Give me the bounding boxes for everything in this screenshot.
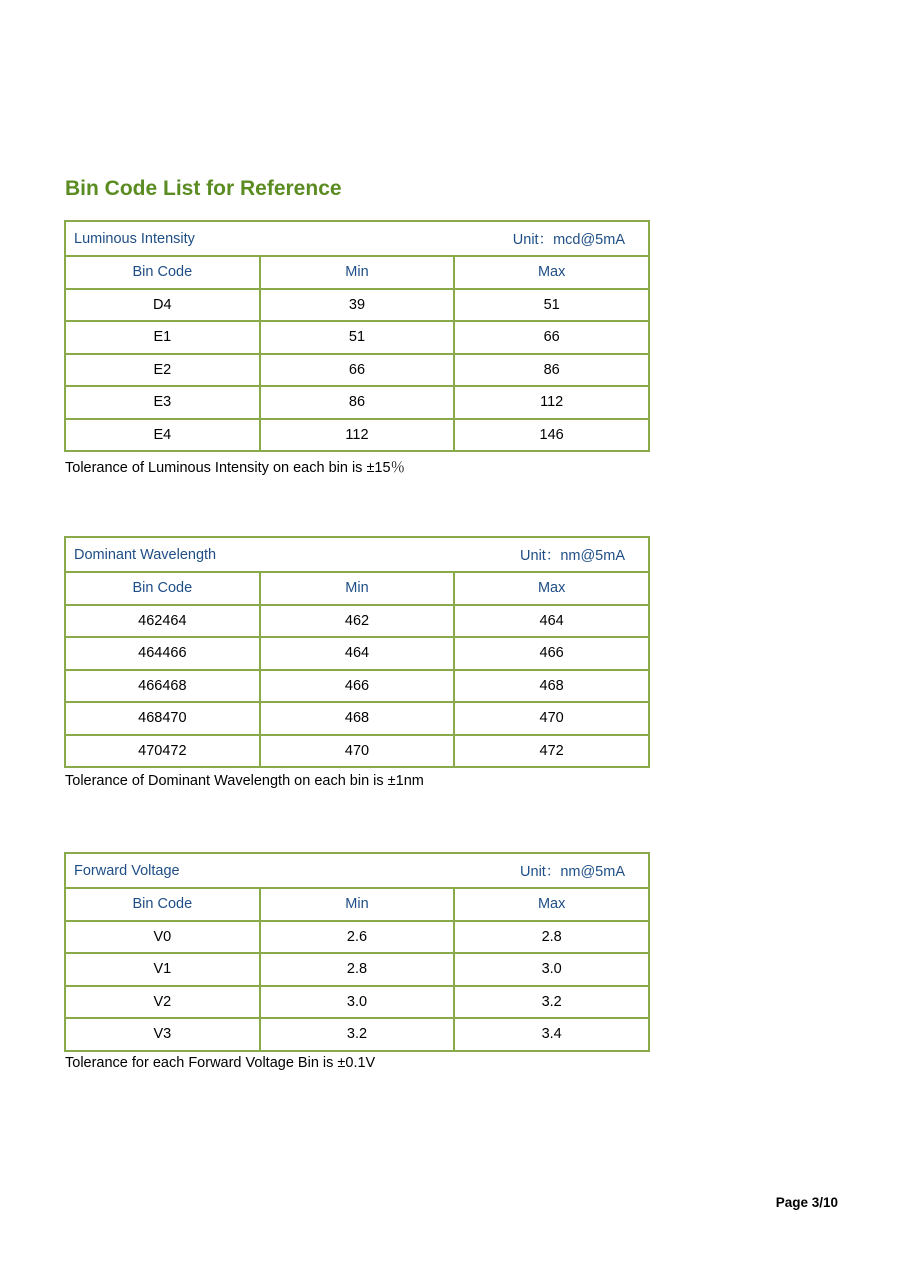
bin-code-cell: V1 [65, 953, 260, 986]
table-row [65, 321, 649, 354]
table-row [65, 921, 649, 954]
max-cell: 66 [454, 321, 649, 354]
column-header-min: Min [260, 888, 455, 921]
min-cell: 468 [260, 702, 455, 735]
max-cell: 3.2 [454, 986, 649, 1019]
column-header-bin-code: Bin Code [65, 888, 260, 921]
bin-code-cell: E2 [65, 354, 260, 387]
table-row [65, 670, 649, 703]
table-title: Luminous Intensity [74, 230, 195, 247]
min-cell: 86 [260, 386, 455, 419]
bin-code-cell: E1 [65, 321, 260, 354]
column-header-max: Max [454, 888, 649, 921]
table-header-cell [65, 221, 649, 256]
max-cell: 146 [454, 419, 649, 452]
table-header-row [65, 221, 649, 256]
table-row [65, 1018, 649, 1051]
forward-voltage-table [64, 852, 650, 1052]
page-title: Bin Code List for Reference [65, 177, 342, 200]
column-header-row [65, 256, 649, 289]
max-cell: 3.0 [454, 953, 649, 986]
bin-code-cell: 462464 [65, 605, 260, 638]
column-header-row [65, 888, 649, 921]
table-row [65, 702, 649, 735]
bin-code-cell: V3 [65, 1018, 260, 1051]
table-row [65, 986, 649, 1019]
min-cell: 2.8 [260, 953, 455, 986]
table-header-row [65, 537, 649, 572]
max-cell: 472 [454, 735, 649, 768]
table-row [65, 735, 649, 768]
min-cell: 470 [260, 735, 455, 768]
bin-code-cell: D4 [65, 289, 260, 322]
column-header-max: Max [454, 572, 649, 605]
table-row [65, 386, 649, 419]
wavelength-tolerance-note: Tolerance of Dominant Wavelength on each bin is ±1nm [65, 773, 424, 789]
min-cell: 2.6 [260, 921, 455, 954]
min-cell: 466 [260, 670, 455, 703]
page-number: Page 3/10 [775, 1195, 838, 1210]
max-cell: 470 [454, 702, 649, 735]
min-cell: 51 [260, 321, 455, 354]
dominant-wavelength-table [64, 536, 650, 768]
max-cell: 468 [454, 670, 649, 703]
bin-code-cell: 470472 [65, 735, 260, 768]
bin-code-cell: 464466 [65, 637, 260, 670]
min-cell: 464 [260, 637, 455, 670]
max-cell: 86 [454, 354, 649, 387]
table-title: Forward Voltage [74, 862, 180, 879]
max-cell: 464 [454, 605, 649, 638]
column-header-bin-code: Bin Code [65, 572, 260, 605]
column-header-row [65, 572, 649, 605]
table-row [65, 419, 649, 452]
min-cell: 3.2 [260, 1018, 455, 1051]
column-header-min: Min [260, 256, 455, 289]
table-unit: Unit：nm@5mA [520, 548, 625, 564]
bin-code-cell: 468470 [65, 702, 260, 735]
max-cell: 112 [454, 386, 649, 419]
column-header-min: Min [260, 572, 455, 605]
bin-code-cell: E3 [65, 386, 260, 419]
bin-code-cell: E4 [65, 419, 260, 452]
max-cell: 3.4 [454, 1018, 649, 1051]
table-row [65, 605, 649, 638]
bin-code-cell: V0 [65, 921, 260, 954]
min-cell: 3.0 [260, 986, 455, 1019]
min-cell: 462 [260, 605, 455, 638]
bin-code-cell: V2 [65, 986, 260, 1019]
table-row [65, 289, 649, 322]
bin-code-cell: 466468 [65, 670, 260, 703]
max-cell: 51 [454, 289, 649, 322]
luminous-tolerance-note: Tolerance of Luminous Intensity on each bin is ±15％ [65, 460, 406, 476]
table-unit: Unit：mcd@5mA [512, 232, 625, 248]
max-cell: 466 [454, 637, 649, 670]
min-cell: 39 [260, 289, 455, 322]
table-row [65, 953, 649, 986]
table-row [65, 637, 649, 670]
min-cell: 66 [260, 354, 455, 387]
max-cell: 2.8 [454, 921, 649, 954]
table-title: Dominant Wavelength [74, 546, 217, 563]
table-header-row [65, 853, 649, 888]
table-unit: Unit：nm@5mA [520, 864, 625, 880]
table-header-cell [65, 853, 649, 888]
table-row [65, 354, 649, 387]
min-cell: 112 [260, 419, 455, 452]
voltage-tolerance-note: Tolerance for each Forward Voltage Bin is ±0.1V [65, 1055, 376, 1071]
column-header-max: Max [454, 256, 649, 289]
table-header-cell [65, 537, 649, 572]
luminous-intensity-table [64, 220, 650, 452]
column-header-bin-code: Bin Code [65, 256, 260, 289]
